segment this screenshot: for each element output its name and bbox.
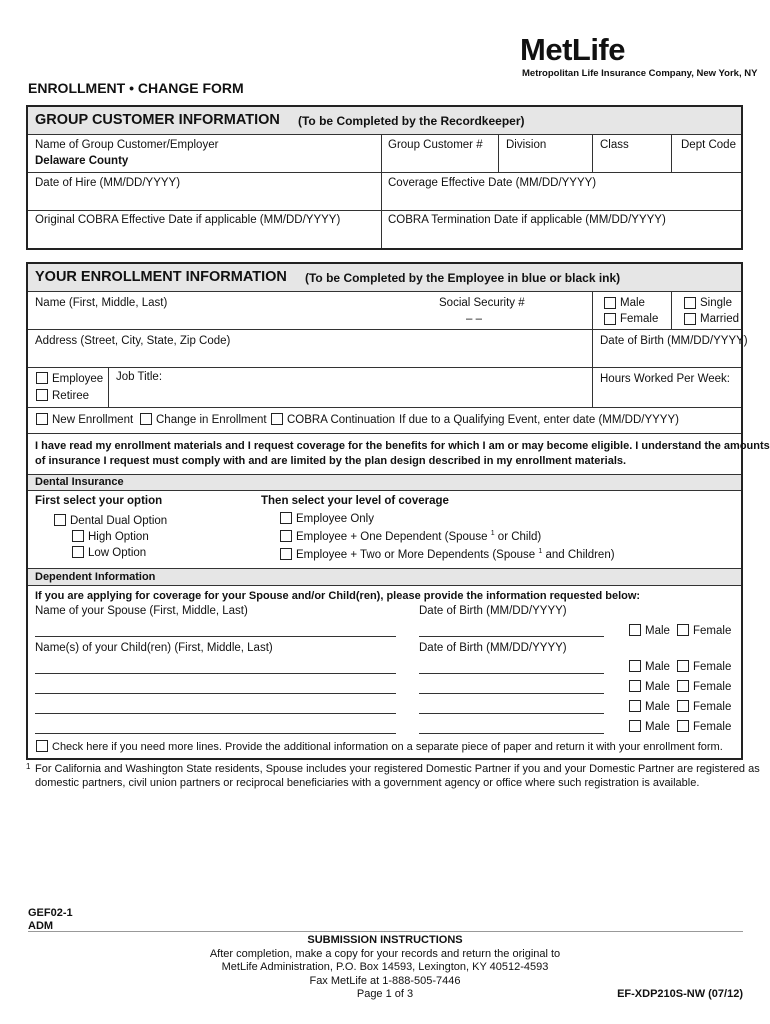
job-title-field[interactable]: Job Title: (116, 371, 163, 383)
male-label: Male (620, 297, 645, 309)
group-section-title: GROUP CUSTOMER INFORMATION (35, 112, 280, 128)
spouse-dob-label: Date of Birth (MM/DD/YYYY) (419, 605, 567, 617)
married-label: Married (700, 313, 739, 325)
ssn-label: Social Security # (439, 297, 525, 309)
child-4-name-line[interactable] (35, 733, 396, 734)
female-checkbox[interactable] (604, 313, 616, 325)
spouse-female-label: Female (693, 625, 732, 637)
dept-code-label: Dept Code (681, 139, 736, 151)
spouse-male-label: Male (645, 625, 670, 637)
form-number: EF-XDP210S-NW (07/12) (617, 988, 743, 1000)
dental-insurance-header (28, 474, 741, 491)
submission-instructions-title: SUBMISSION INSTRUCTIONS (307, 934, 463, 946)
footnote-line2: domestic partners, civil union partners or reciprocal beneficiaries with a government agency or office where such registration is available. (35, 777, 700, 789)
spouse-male-checkbox[interactable] (629, 624, 641, 636)
male-checkbox[interactable] (604, 297, 616, 309)
submission-line3: Fax MetLife at 1-888-505-7446 (309, 975, 461, 987)
page-number: Page 1 of 3 (356, 988, 414, 1000)
employee-only-checkbox[interactable] (280, 512, 292, 524)
child-1-female-label: Female (693, 661, 732, 673)
children-dob-label: Date of Birth (MM/DD/YYYY) (419, 642, 567, 654)
employee-only-label: Employee Only (296, 513, 374, 525)
date-of-hire-field[interactable]: Date of Hire (MM/DD/YYYY) (35, 177, 181, 189)
dental-insurance-title: Dental Insurance (35, 476, 124, 488)
child-2-dob-line[interactable] (419, 693, 604, 694)
group-section-subtitle: (To be Completed by the Recordkeeper) (298, 114, 525, 128)
footer-divider (28, 931, 743, 932)
child-3-female-checkbox[interactable] (677, 700, 689, 712)
cobra-continuation-checkbox[interactable] (271, 413, 283, 425)
form-code-adm: ADM (28, 920, 54, 932)
high-option-checkbox[interactable] (72, 530, 84, 542)
spouse-name-line[interactable] (35, 636, 396, 637)
metlife-logo: MetLife (520, 32, 625, 67)
cobra-continuation-label: COBRA Continuation (287, 414, 396, 426)
child-1-male-label: Male (645, 661, 670, 673)
child-2-male-checkbox[interactable] (629, 680, 641, 692)
children-name-label: Name(s) of your Child(ren) (First, Middle, Last) (35, 642, 273, 654)
spouse-dob-line[interactable] (419, 636, 604, 637)
child-2-name-line[interactable] (35, 693, 396, 694)
form-code-gef: GEF02-1 (28, 907, 73, 919)
child-1-name-line[interactable] (35, 673, 396, 674)
footnote-marker: 1 (538, 548, 543, 555)
employee-two-dependents-checkbox[interactable] (280, 548, 292, 560)
new-enrollment-label: New Enrollment (52, 414, 134, 426)
coverage-effective-date-field[interactable]: Coverage Effective Date (MM/DD/YYYY) (388, 177, 597, 189)
date-of-birth-field[interactable]: Date of Birth (MM/DD/YYYY) (600, 335, 748, 347)
footnote-line1: For California and Washington State residents, Spouse includes your registered Domestic Partner if you and your Domestic Partner are registered as (35, 763, 760, 775)
high-option-label: High Option (88, 531, 149, 543)
employee-one-dependent-text-end: or Child) (497, 530, 542, 543)
employee-two-dependents-label (296, 548, 615, 561)
child-1-dob-line[interactable] (419, 673, 604, 674)
married-checkbox[interactable] (684, 313, 696, 325)
employee-one-dependent-label (296, 530, 541, 543)
dependent-intro: If you are applying for coverage for your Spouse and/or Child(ren), please provide the information requested below: (35, 590, 641, 602)
child-1-female-checkbox[interactable] (677, 660, 689, 672)
child-2-male-label: Male (645, 681, 670, 693)
child-1-male-checkbox[interactable] (629, 660, 641, 672)
spouse-female-checkbox[interactable] (677, 624, 689, 636)
division-label: Division (506, 139, 547, 151)
first-select-label: First select your option (35, 495, 163, 507)
employee-checkbox[interactable] (36, 372, 48, 384)
new-enrollment-checkbox[interactable] (36, 413, 48, 425)
child-4-male-label: Male (645, 721, 670, 733)
footnote-number: 1 (26, 762, 31, 771)
child-4-dob-line[interactable] (419, 733, 604, 734)
single-label: Single (700, 297, 732, 309)
low-option-checkbox[interactable] (72, 546, 84, 558)
then-select-label: Then select your level of coverage (261, 495, 449, 507)
company-name: Metropolitan Life Insurance Company, New York, NY (522, 68, 758, 79)
retiree-checkbox[interactable] (36, 389, 48, 401)
child-3-male-label: Male (645, 701, 670, 713)
retiree-label: Retiree (52, 390, 90, 402)
hours-worked-field[interactable]: Hours Worked Per Week: (600, 373, 730, 385)
dental-dual-option-label: Dental Dual Option (70, 515, 168, 527)
child-3-male-checkbox[interactable] (629, 700, 641, 712)
submission-line1: After completion, make a copy for your records and return the original to (209, 948, 561, 960)
submission-line2: MetLife Administration, P.O. Box 14593, Lexington, KY 40512-4593 (221, 961, 549, 973)
address-field[interactable]: Address (Street, City, State, Zip Code) (35, 335, 231, 347)
employer-name-label: Name of Group Customer/Employer (35, 139, 219, 151)
ssn-field[interactable]: – – (466, 313, 482, 325)
dependent-information-title: Dependent Information (35, 571, 156, 583)
female-label: Female (620, 313, 659, 325)
low-option-label: Low Option (88, 547, 147, 559)
cobra-termination-date-field[interactable]: COBRA Termination Date if applicable (MM/DD/YYYY) (388, 214, 666, 226)
child-3-dob-line[interactable] (419, 713, 604, 714)
single-checkbox[interactable] (684, 297, 696, 309)
employee-two-dependents-text: Employee + Two or More Dependents (Spouse (296, 548, 536, 561)
enrollment-section-subtitle: (To be Completed by the Employee in blue or black ink) (305, 271, 621, 285)
employee-name-field[interactable]: Name (First, Middle, Last) (35, 297, 168, 309)
enrollment-statement-line2: of insurance I request must comply with and are limited by the plan design described in my enrollment materials. (35, 455, 627, 467)
employee-one-dependent-checkbox[interactable] (280, 530, 292, 542)
child-2-female-checkbox[interactable] (677, 680, 689, 692)
more-lines-checkbox[interactable] (36, 740, 48, 752)
employer-name-value[interactable]: Delaware County (35, 155, 129, 167)
change-enrollment-label: Change in Enrollment (156, 414, 267, 426)
child-3-female-label: Female (693, 701, 732, 713)
spouse-name-label: Name of your Spouse (First, Middle, Last) (35, 605, 248, 617)
child-4-female-label: Female (693, 721, 732, 733)
cobra-effective-date-field[interactable]: Original COBRA Effective Date if applicable (MM/DD/YYYY) (35, 214, 341, 226)
more-lines-label: Check here if you need more lines. Provide the additional information on a separate piece of paper and return it with your enrollment form. (52, 741, 723, 753)
enrollment-section-title: YOUR ENROLLMENT INFORMATION (35, 269, 287, 285)
enrollment-statement-line1: I have read my enrollment materials and I request coverage for the benefits for which I am or may become eligible. I understand the amounts (35, 440, 770, 452)
qualifying-event-date-field[interactable]: If due to a Qualifying Event, enter date (MM/DD/YYYY) (399, 414, 679, 426)
footnote-marker: 1 (490, 530, 495, 537)
child-4-male-checkbox[interactable] (629, 720, 641, 732)
child-2-female-label: Female (693, 681, 732, 693)
employee-label: Employee (52, 373, 104, 385)
child-3-name-line[interactable] (35, 713, 396, 714)
group-customer-number-label: Group Customer # (388, 139, 483, 151)
dental-dual-option-checkbox[interactable] (54, 514, 66, 526)
employee-one-dependent-text: Employee + One Dependent (Spouse (296, 530, 488, 543)
child-4-female-checkbox[interactable] (677, 720, 689, 732)
class-label: Class (600, 139, 629, 151)
change-enrollment-checkbox[interactable] (140, 413, 152, 425)
form-title: ENROLLMENT • CHANGE FORM (28, 80, 244, 96)
employee-two-dependents-text-end: and Children) (545, 548, 615, 561)
